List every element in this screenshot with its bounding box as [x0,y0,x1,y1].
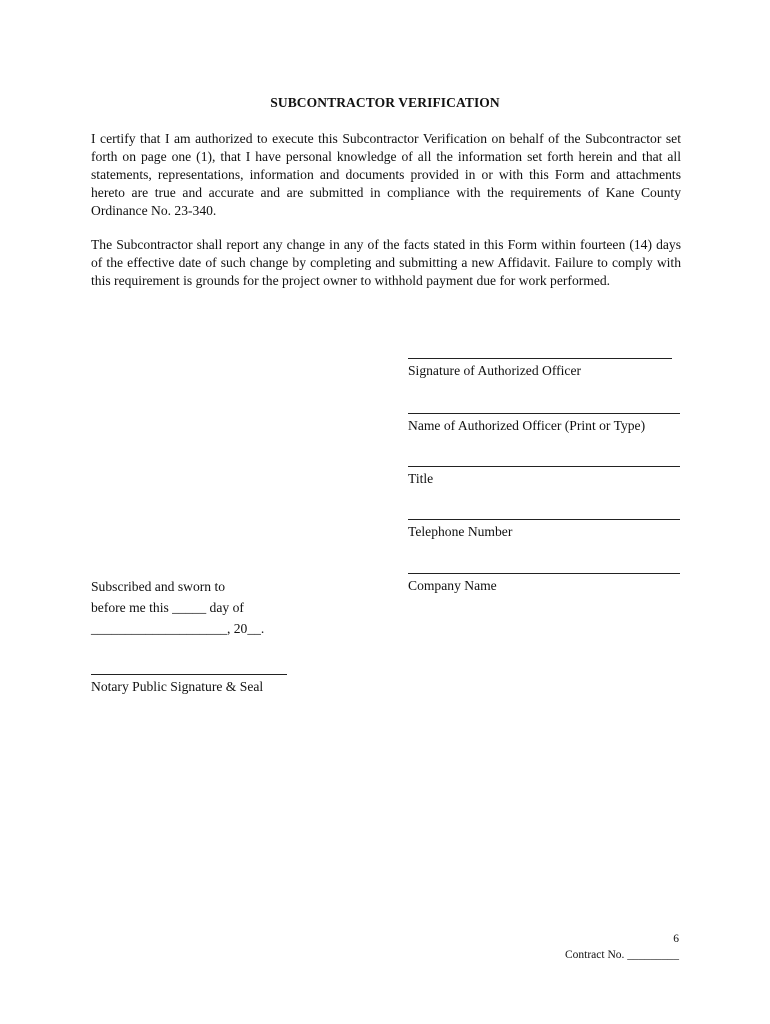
notary-line-3[interactable]: ____________________, 20__. [91,621,265,636]
signature-field-company[interactable] [408,573,680,594]
notary-line-1: Subscribed and sworn to [91,579,226,594]
signature-field-label: Telephone Number [408,524,513,539]
signature-field-title[interactable] [408,466,680,487]
notary-signature-field[interactable] [91,674,287,695]
signature-field-authorized-officer[interactable] [408,358,680,379]
notary-line-2[interactable]: before me this _____ day of [91,600,244,615]
signature-line[interactable] [408,358,672,359]
reporting-paragraph: The Subcontractor shall report any change in any of the facts stated in this Form within fourteen (14) days of the effective date of such change by completing and submitting a new Affidavit. Failure to comply with this requirement is grounds for the project owner to withhold payment due for work performed. [91,237,681,288]
signature-line[interactable] [91,674,287,675]
signature-field-label: Title [408,471,434,486]
document-title: SUBCONTRACTOR VERIFICATION [270,95,500,110]
signature-field-officer-name[interactable] [408,413,680,434]
signature-line[interactable] [408,413,680,414]
notary-statement [91,576,264,639]
signature-field-telephone[interactable] [408,519,680,540]
signature-line[interactable] [408,466,680,467]
signature-line[interactable] [408,573,680,574]
signature-line[interactable] [408,519,680,520]
signature-field-label: Signature of Authorized Officer [408,363,582,378]
signature-field-label: Company Name [408,578,497,593]
notary-signature-label: Notary Public Signature & Seal [91,679,264,694]
page-number: 6 [673,933,679,945]
signature-field-label: Name of Authorized Officer (Print or Type) [408,418,646,433]
certification-paragraph: I certify that I am authorized to execute this Subcontractor Verification on behalf of the Subcontractor set forth on page one (1), that I have personal knowledge of all the information set forth herein and that all statements, representations, information and documents provided in or with this Form and attachments hereto are true and accurate and are submitted in compliance with the requirements of Kane County Ordinance No. 23-340. [91,131,681,218]
contract-number: Contract No. _________ [564,949,679,961]
